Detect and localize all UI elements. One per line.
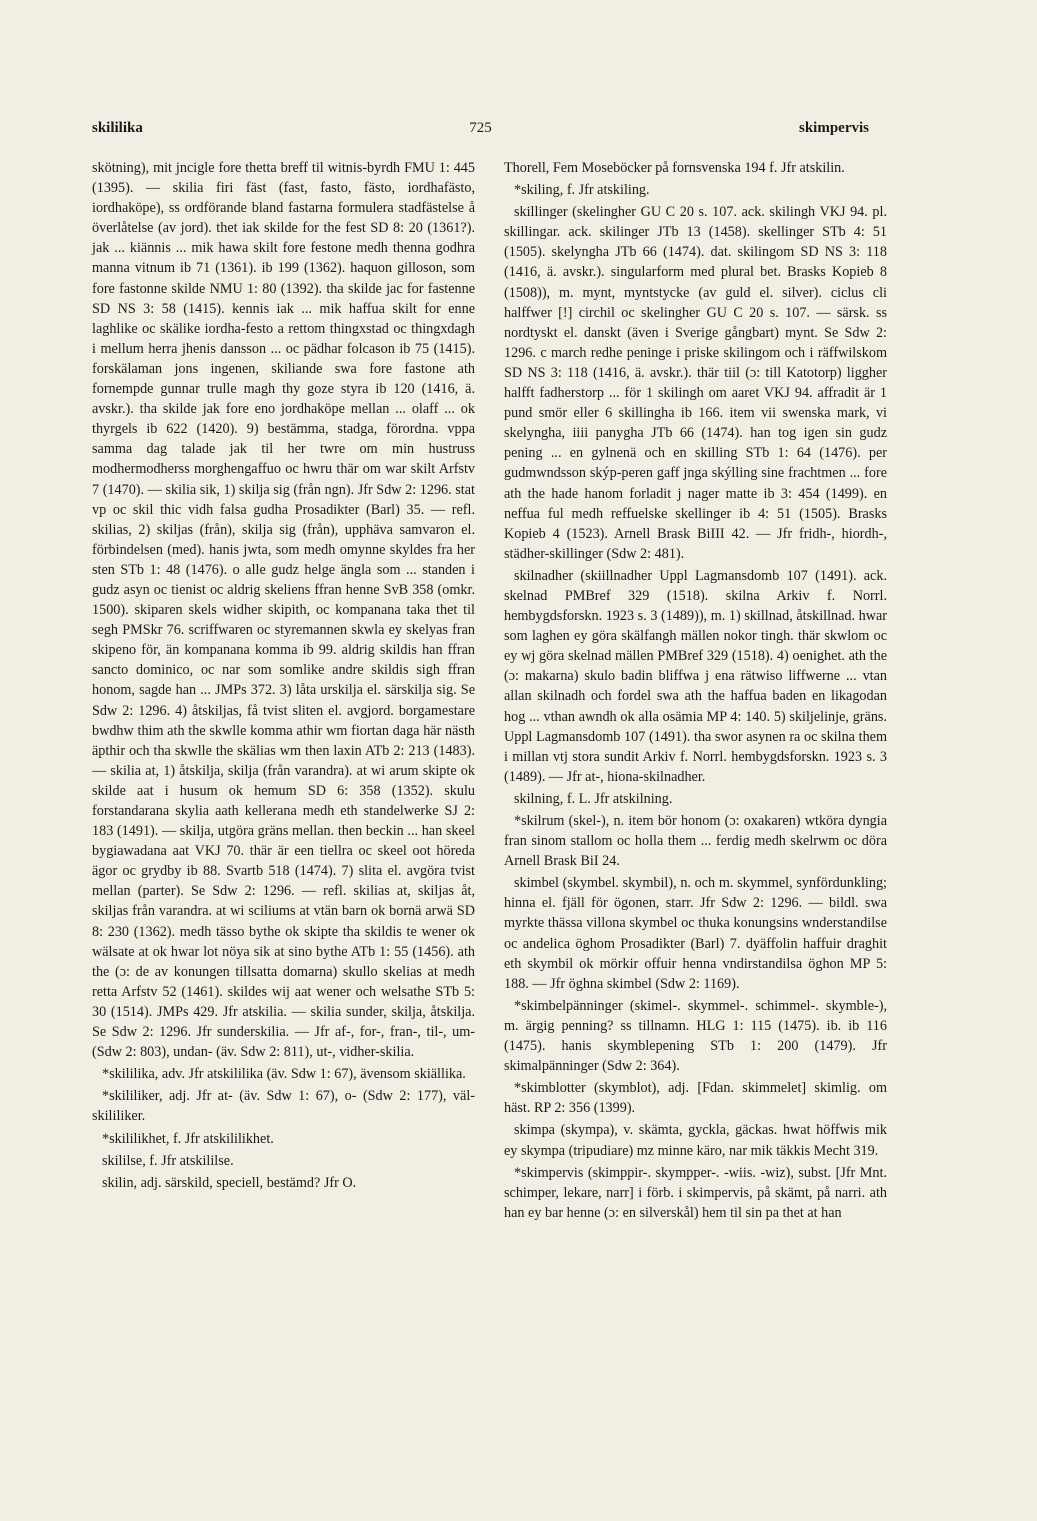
header-last-headword: skimpervis [798, 120, 869, 136]
header-first-headword: skililika [92, 120, 143, 136]
entry-skimpervis: *skimpervis (skimppir-. skympper-. -wiis. -wiz), subst. [Jfr Mnt. schimper, lekare, narr] i förb. i skimpervis, på skämt, på narri. ath han ey bar henne (ɔ: en silverskål) hem til sin pa thet at han [504, 1164, 887, 1221]
entry-skimblotter: *skimblotter (skymblot), adj. [Fdan. skimmelet] skimlig. om häst. RP 2: 356 (1399). [504, 1080, 887, 1117]
right-column [504, 158, 887, 1223]
entry-skilin: skilin, adj. särskild, speciell, bestämd? Jfr O. [102, 1174, 357, 1191]
left-column [92, 158, 475, 1193]
page-number: 725 [469, 120, 492, 136]
entry-skililiker: *skililiker, adj. Jfr at- (äv. Sdw 1: 67), o- (Sdw 2: 177), väl-skililiker. [92, 1088, 475, 1125]
entry-skilning: skilning, f. L. Jfr atskilning. [514, 790, 673, 807]
entry-skilin-continued: Thorell, Fem Mosebӧcker på fornsvenska 194 f. Jfr atskilin. [504, 160, 845, 176]
entry-continuation: skötning), mit jncigle fore thetta breff til witnis-byrdh FMU 1: 445 (1395). — skilia firi fäst (fast, fasto, fästo, iordhafästo, iordhaköpe), ss ordförande bland fastarna formulera stadfästelse å överlåtelse (av jord). thet iak skilde for the fest SD 8: 20 (1361?). jak ... kiännis ... mik hawa skilt fore festone medh thenna godhra manna vitnum ib 71 (1361). ib 199 (1362). haquon gilloson, som fore fastonne skilde NMU 1: 80 (1392). tha skilde jac for fastenne SD NS 3: 58 (1415). kennis iak ... mik haffua skilt for enne laghlike oc skälike iordha-festo a rettom thingxstad oc thingxdagh i mellum herra jhenis dansson ... oc pädhar folcason ib 75 (1415). forskälaman jons ingenen, skiliande swa fore fastone ath fornempde gunnar trulle magh thy goze styra ib 120 (1416, ä. avskr.). tha skilde jak fore eno jordhaköpe mellan ... olaff ... ok thyrgels ib 622 (1420). 9) bestämma, stadga, förordna. vppa samma dag talade jak til her twre om min hustruss modhermodherss morghengaffuo oc hwru thär om war skilt Arfstv 7 (1470). — skilia sik, 1) skilja sig (från ngn). Jfr Sdw 2: 1296. stat vp oc skil thic vidh falsa gudha Prosadikter (Barl) 35. — refl. skilias, 2) skiljas (från), skilja sig (från), upphäva samvaron el. förbindelsen (med). hanis jwta, som medh omynne skyldes fra her sten STb 1: 48 (1476). o alle gudz helge ängla som ... standen i gudz asyn oc tienist oc aldrig skeliens ffran henne SvB 358 (omkr. 1500). skiparen skels widher skipith, oc kompanana taka thet til segh PMSkr 76. scriffwaren oc styremannen skwla ey skelyas fran skipeno för, än kompanana komma ib 99. aldrig skildis han ffran sancto dominico, oc nar som somlike andre skildis sigh ffran honom, sagde han ... JMPs 372. 3) låta urskilja el. särskilja sig. Se Sdw 2: 1296. 4) åtskiljas, få tvist sliten el. avgjord. borgamestare bwdhw thim ath the skwlle komma athir wm fiortan daga här nästh äpthir och tha skwlle the skälias wm then laxin ATb 2: 213 (1483). — skilia at, 1) åtskilja, skilja (från varandra). at wi arum skipte ok skilde aat i husum ok hemum SD 6: 358 (1352). skulu forstandarana skylia aath kellerana medh eth standelwerke SJ 2: 183 (1491). — skilja, utgöra gräns mellan. then beckin ... han skeel bygiawadana aat VKJ 70. thär är een tiellra oc skeel oot höreda ägor oc grydby ib 88. Svartb 518 (1474). 7) slita el. avgöra tvist mellan (parter). Se Sdw 2: 1296. — refl. skilias at, skiljas åt, skiljas från varandra. at wi sciliums at vtän barn ok bornä arwä SD 8: 230 (1362). medh tässo bythe ok skipte tha skildis te wener ok wälsate at ok hwar lot nöya sik at sino bythe ATb 1: 55 (1456). ath the (ɔ: de av konungen tillsatta domarna) skullo skelias at medh retta Arfstv 52 (1461). skildes wij aat wener och welsathe STb 5: 30 (1514). JMPs 429. Jfr atskilia. — skilia sunder, skilja, åtskilja. Se Sdw 2: 1296. Jfr sunderskilia. — Jfr af-, for-, fran-, til-, um- (Sdw 2: 803), undan- (äv. Sdw 2: 811), ut-, vidher-skilia. [92, 160, 475, 1061]
running-header [92, 120, 869, 140]
entry-skililse: skililse, f. Jfr atskililse. [102, 1152, 234, 1169]
entry-skilrum: *skilrum (skel-), n. item bör honom (ɔ: oxakaren) wtköra dyngia fran sinom stallom oc holla them ... ferdig medh skelrwm oc döra Arnell Brask BiI 24. [504, 813, 887, 870]
entry-skilnadher: skilnadher (skiillnadher Uppl Lagmansdomb 107 (1491). ack. skelnad PMBref 329 (1518). skilna Arkiv f. Norrl. hembygdsforskn. 1923 s. 3 (1489)), m. 1) skillnad, åtskillnad. hwar som laghen ey göra skälfangh mällen nokor tingh. thär skwlom oc ey wj göra skelnad mällen PMBref 329 (1518). 4) oenighet. ath the (ɔ: makarna) skulo badin bliffwa j ena rätwiso liffwerne ... vtan allan skilnadh och fordel swa ath the haffua baden en likagodan hog ... vthan awndh ok alla osämia MP 4: 140. 5) skiljelinje, gräns. Uppl Lagmansdomb 107 (1491). tha swor asynen ra oc skilna them i millan vtj stora sundit Arkiv f. Norrl. hembygdsforskn. 1923 s. 3 (1489). — Jfr at-, hiona-skilnadher. [504, 567, 887, 785]
entry-skimbel: skimbel (skymbel. skymbil), n. och m. skymmel, synfördunkling; hinna el. fjäll för ögonen, starr. Jfr Sdw 2: 1296. — bildl. swa myrkte thässa villona skymbel oc thuka konungsins wnderstandilse oc andelica öghom Prosadikter (Barl) 7. dyäffolin haffuir draghit eth skymbil ok mörkir offuir henna vndirstandilsa öghon MP 5: 188. — Jfr öghna skimbel (Sdw 2: 1169). [504, 875, 887, 992]
entry-skililika: *skililika, adv. Jfr atskililika (äv. Sdw 1: 67), ävensom skiällika. [102, 1066, 466, 1083]
entry-skililikhet: *skililikhet, f. Jfr atskililikhet. [102, 1130, 274, 1147]
entry-skimbelpanninger: *skimbelpänninger (skimel-. skymmel-. schimmel-. skymble-), m. ärgig penning? ss tillnamn. HLG 1: 115 (1475). ib. ib 116 (1475). hanis skymblepening STb 1: 200 (1479). Jfr skimalpänninger (Sdw 2: 364). [504, 997, 887, 1075]
entry-skillinger: skillinger (skelingher GU C 20 s. 107. ack. skilingh VKJ 94. pl. skillingar. ack. skilinger JTb 13 (1458). skellinger STb 4: 51 (1505). skelyngha JTb 66 (1474). dat. skilingom SD NS 3: 118 (1416, ä. avskr.). singularform med plural bet. Brasks Kopieb 8 (1508)), m. mynt, myntstycke (av guld el. silver). ciclus cli halffwer [!] circhil oc skelingher GU C 20 s. 107. — särsk. ss nordtyskt el. danskt (även i Sverige gångbart) mynt. Se Sdw 2: 1296. c march redhe peninge i priske skilingom och i räffwilskom SD NS 3: 118 (1416, ä. avskr.). thär tiil (ɔ: till Katotorp) liggher halfft fadherstorp ... för 1 skilingh om aaret VKJ 94. affradit är 1 pund smör eller 6 skillingha ib 166. item vii swenska mark, vi skelyngha, iiii panygha JTb 66 (1474). han tog igen sin gudz pening ... en gylnenä och en skilling STb 1: 64 (1476). per gudmwndsson skýp-peren gaff jnga skýlling sine frachtmen ... fore ath the hade hanom forladit j nager matte ib 3: 454 (1499). en neffua ful medh reffuelske skellinger ib 4: 51 (1505). Brasks Kopieb 4 (1523). Arnell Brask BiIII 42. — Jfr fridh-, hiordh-, städher-skillinger (Sdw 2: 481). [504, 204, 887, 562]
entry-skimpa: skimpa (skympa), v. skämta, gyckla, gäckas. hwat höffwis mik ey skympa (tripudiare) mz minne käro, nar mik täkkis Mecht 319. [504, 1122, 887, 1159]
entry-skiling: *skiling, f. Jfr atskiling. [514, 182, 650, 199]
